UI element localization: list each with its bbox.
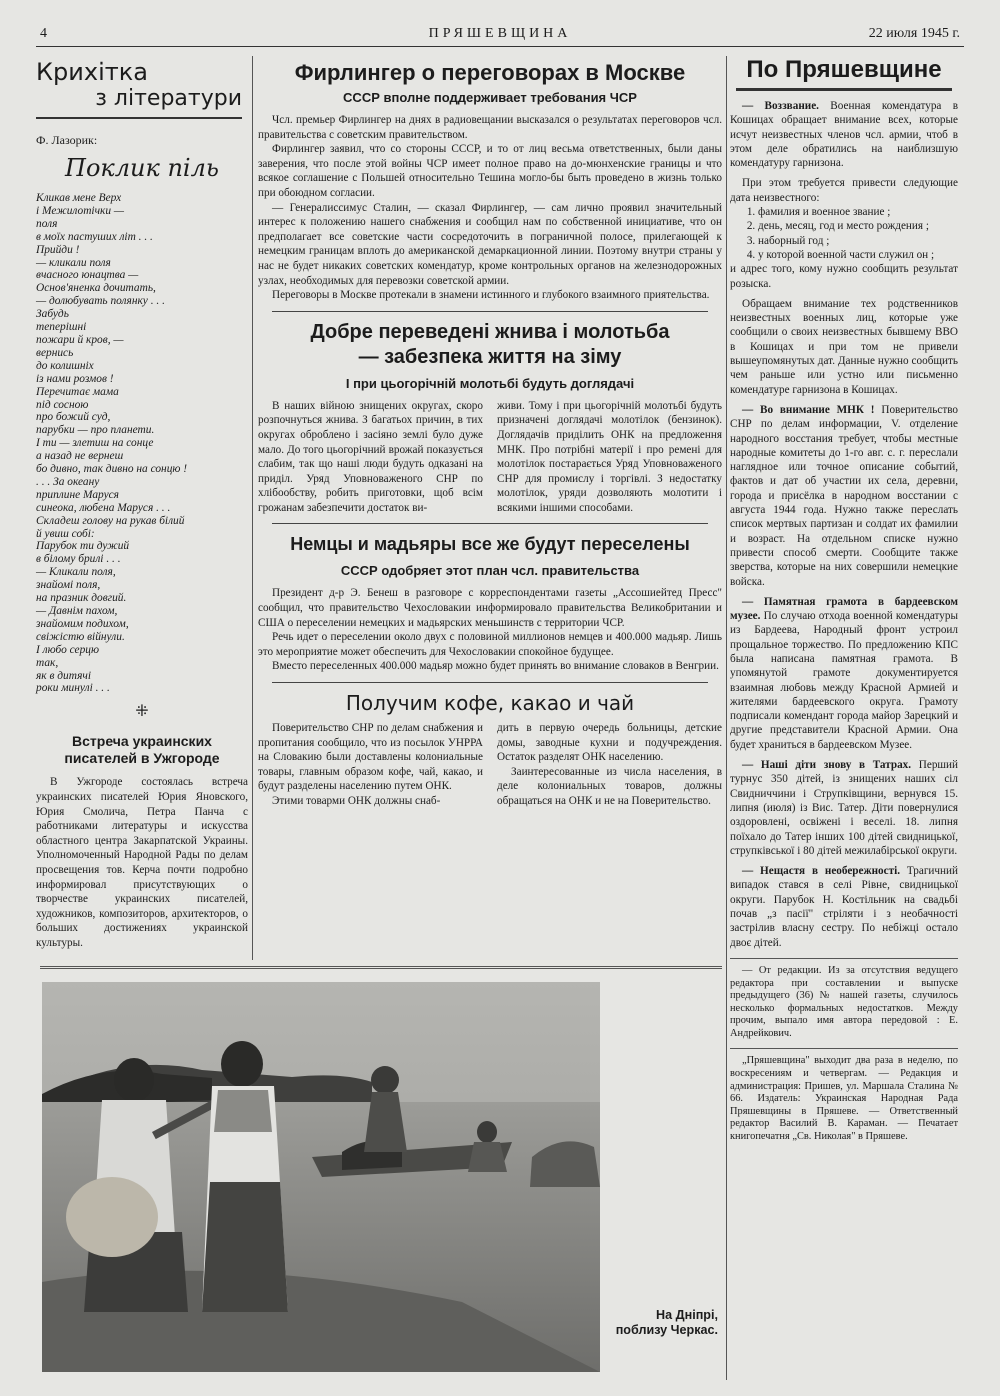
poem-line: вернись xyxy=(36,346,74,359)
poem-line: парубки — про планети. xyxy=(36,424,155,437)
editorial-note xyxy=(730,958,958,1041)
left-column xyxy=(36,54,248,950)
poem-line: про божий суд, xyxy=(36,411,111,424)
poem-line: теперішні xyxy=(36,321,87,334)
photo-caption xyxy=(606,1308,718,1338)
poem-line: — Кликали поля, xyxy=(36,566,116,579)
required-data-list xyxy=(730,205,958,262)
harvest-col-1: В наших війною знищених округах, скоро розпочнуться жнива. З багатьох причин, в тих округах оброблено і засіяно землі було дуже мало. До того цьогорічний врожай показується слабим, так що наші люди будуть одказані на приділ. Уряд Уповноваженого СНР по хлібообству, робить приготовки, щоб всім грожанам забезпечити достаток ви- xyxy=(258,399,483,514)
poem-line: пожари й кров, — xyxy=(36,333,124,346)
item-text: Трагичний випадок стався в селі Рівне, свидницької округи. Парубок Н. Костільник на свадьбі почав „з пасії" стріляти і з необачності застрілив власну сестру. По небіжці остало двоє дітей. xyxy=(730,865,958,949)
resettlement-subheadline: СССР одобряет этот план чсл. правительства xyxy=(340,563,640,579)
middle-column xyxy=(258,54,722,809)
poem-line: вчасного юнацтва — xyxy=(36,269,139,282)
list-item: 4. у которой военной части служил он ; xyxy=(758,248,958,262)
item-text: Обращаем внимание тех родственников неизвестных военных лиц, которые уже сообщили о своих неизвестных бывшему ВВО в Кошицах и при том не привели вышеупомянутых дат. Данные нужно сообщить чем раньше или устно или письменно комендатуре гарнизона в Кошицах. xyxy=(730,297,958,396)
harvest-headline-line-1: Добре переведені жнива і молотьба xyxy=(310,320,670,343)
poem-line: на празник довгий. xyxy=(36,592,127,605)
photo-caption-line-1: На Дніпрі, xyxy=(656,1308,718,1322)
right-column xyxy=(730,54,958,1144)
meeting-headline: Встреча украинских писателей в Ужгороде xyxy=(64,733,220,767)
harvest-col-2: живи. Тому і при цьогорічній молотьбі будуть призначені доглядачі молотілок (бензинок). Доглядачів приділить ОНК на предложення МНК. Про потрібні матерії і про ремені для молотілок постарається Уряд Уповноваженого СНР для промислу і торгівлі. З недостатку молотілок, уряди дозволяють молотити і всякими іншими способами. xyxy=(497,399,722,514)
poem-line: а назад не вернеш xyxy=(36,450,124,463)
harvest-headline-line-2: — забезпека життя на зіму xyxy=(358,345,622,368)
poem-body xyxy=(36,192,248,695)
poem-line: Складеш голову на рукав білий xyxy=(36,514,185,527)
poem-line: із нами розмов ! xyxy=(36,372,114,385)
article-divider xyxy=(272,311,708,312)
poem-line: і Межилотічки — xyxy=(36,204,125,217)
ornament-icon: ⁜ xyxy=(135,703,149,721)
news-item-bardejov xyxy=(730,595,958,752)
harvest-subheadline: І при цьогорічній молотьбі будуть доглядачі xyxy=(345,375,635,391)
imprint-note xyxy=(730,1048,958,1143)
meeting-paragraph: В Ужгороде состоялась встреча украинских писателей Юрия Яновского, Юрия Смолича, Петра Панча с работниками литературы и искусства областного центра Закарпатской Украины. Уполномоченный Народной Рады по делам просвещения тов. Керча почти подробно информировал присутствующих о творчестве украинских писателей, художников, композиторов, архитекторов, о больших достижениях украинской культуры. xyxy=(36,776,248,949)
poem-line: . . . За океану xyxy=(36,475,100,488)
poem-line: як в дитячі xyxy=(36,669,91,682)
coffee-col-2-p2: Заинтересованные из числа населения, в деле колониальных товаров, должны обращаться на ОНК и не на Поверительство. xyxy=(497,765,722,807)
poem-line: Забудь xyxy=(36,308,69,321)
article-paragraph: Переговоры в Москве протекали в знамени истинного и глубокого взаимного приятельства. xyxy=(272,289,710,302)
item-lead: — Наші діти знову в Татрах. xyxy=(742,759,912,772)
article-paragraph: — Генералиссимус Сталин, — сказал Фирлингер, — сам лично проявил значительный интерес к положению нашего снабжения и сообщил нам по собственной инициативе, что он предполагает все советские части сосредоточить в пограничной полосе, прилегающей к немецким границам вплоть до американской демаркационной линии. Поэтому внутри страны у нас не будет никаких советских комендатур, кроме контрольных органов на железнодорожных узлах, необходимых для перевозки советской армии. xyxy=(258,201,722,287)
item-text: По случаю отхода военной комендатуры из Бардеева, Народный фронт устроил прощальное торжество. По предложению КПС была написана памятная грамота. В упомянутой грамоте документируется взаимная любовь между Красной Армией и жителями бардеевского округа. Грамоту подписали комендант города майор Зарецкий и другие представители Красной Армии. Она будет храниться в бардеевском Музее. xyxy=(730,610,959,751)
article-paragraph: Вместо переселенных 400.000 мадьяр можно будет принять во внимание словаков в Венгрии. xyxy=(272,660,719,673)
region-news-headline: По Пряшевщине xyxy=(746,56,942,83)
news-item-appeal xyxy=(730,99,958,397)
coffee-article xyxy=(258,721,722,809)
masthead xyxy=(36,24,964,47)
issue-date: 22 июля 1945 г. xyxy=(868,26,960,41)
note-text: — От редакции. Из за отсутствия ведущего редактора при составлении и выпуске предыдущего (36) № нашей газеты, случилось несколько формальных недостатков. Между прочим, выпало имя автора передовой : Е. Андрейкович. xyxy=(730,964,958,1039)
coffee-col-1-p2: Этими товарми ОНК должны снаб- xyxy=(272,795,441,807)
article-divider xyxy=(272,682,708,683)
poem-line: під сосною xyxy=(36,398,89,411)
poem-line: знайомим подихом, xyxy=(36,617,129,630)
poem-line: роки минулі . . . xyxy=(36,682,110,695)
item-text: При этом требуется привести следующие дата неизвестного: xyxy=(730,177,958,204)
poem-line: — кликали поля xyxy=(36,256,111,269)
poem-line: Парубок ти дужий xyxy=(36,540,130,553)
poem-line: синеока, любена Маруся . . . xyxy=(36,501,171,514)
poem-line: — долюбувать полянку . . . xyxy=(36,295,165,308)
column-divider-right xyxy=(726,56,727,1380)
article-paragraph: Речь идет о переселении около двух с половиной миллионов немцев и 400.000 мадьяр. Лишь это мероприятие может обеспечить для Чехословакии спокойное будущее. xyxy=(258,631,722,658)
column-divider-left xyxy=(252,56,253,960)
list-item: 3. наборный год ; xyxy=(758,234,958,248)
poem-line: в моїх пастуших літ . . . xyxy=(36,230,153,243)
news-item-accident xyxy=(730,864,958,950)
photo-caption-line-2: поблизу Черкас. xyxy=(615,1323,718,1337)
rubric-title: Крихітка xyxy=(36,58,148,86)
poem-line: Прийди ! xyxy=(36,243,80,256)
list-item: 2. день, месяц, год и место рождения ; xyxy=(758,219,958,233)
poem-line: приплине Маруся xyxy=(36,488,119,501)
poem-line: бо дивно, так дивно на сонцю ! xyxy=(36,463,188,476)
news-item-mnk xyxy=(730,403,958,589)
article-paragraph: Фирлингер заявил, что со стороны СССР, и то от лиц весьма ответственных, были даны заверения, что после этой войны ЧСР имеет полное право на до-мюнхенские границы и что всякое соглашение с Польшей относительно Тешина могло-бы быть проведено в жизнь только при обоюдном согласии. xyxy=(258,143,722,199)
photo-dnieper xyxy=(42,982,600,1372)
poem-line: до колишніх xyxy=(36,359,94,372)
headline-bar xyxy=(736,88,952,91)
poem-author: Ф. Лазорик: xyxy=(36,133,98,147)
poem-line: свіжістю війнули. xyxy=(36,630,125,643)
poem-line: в білому брилі . . . xyxy=(36,553,121,566)
poem-line: Основ'яненка дочитать, xyxy=(36,282,156,295)
newspaper-title: ПРЯШЕВЩИНА xyxy=(428,26,572,41)
poem-line: знайомі поля, xyxy=(36,579,101,592)
firlinger-headline: Фирлингер о переговорах в Москве xyxy=(294,60,686,85)
resettlement-headline: Немцы и мадьяры все же будут переселены xyxy=(290,534,690,555)
picture-separator xyxy=(40,966,722,969)
coffee-col-1-p1: Поверительство СНР по делам снабжения и пропитания сообщило, что из посылок УНРРА на Словакию были доставлены колониальные товары, главным образом кофе, чай, какао, и будут разделены населению путем ОНК. xyxy=(258,722,483,793)
poem-line: — Давнім пахом, xyxy=(36,605,118,617)
rubric-subtitle: з літератури xyxy=(36,86,242,119)
item-lead: — Во внимание МНК ! xyxy=(742,403,875,416)
article-paragraph: Чсл. премьер Фирлингер на днях в радиовещании высказался о результатах переговоров чсл. правительства с советским правительством. xyxy=(258,114,722,141)
poem-line: й увиш собі: xyxy=(36,527,95,540)
firlinger-subheadline: СССР вполне поддерживает требования ЧСР xyxy=(343,90,637,105)
list-item: 1. фамилия и военное звание ; xyxy=(758,205,958,219)
poem-line: І любо серцю xyxy=(36,643,99,656)
poem-line: І ти — злетиш на сонце xyxy=(36,437,154,450)
harvest-article xyxy=(258,399,722,516)
page-number: 4 xyxy=(40,26,47,41)
news-item-tatras xyxy=(730,758,958,858)
item-text: Военная комендатура в Кошицах обращает внимание всех, которые исчут неизвестных членов чсл. армии, чтоб в этом деле обратились на наиблизшую комендатуру гарнизона. xyxy=(730,100,958,170)
poem-line: поля xyxy=(36,217,58,230)
meeting-article xyxy=(36,775,248,950)
coffee-col-2-p1: дить в первую очередь больницы, детские домы, заводные кухни и подучреждения. Остаток разделят ОНК населению. xyxy=(497,722,722,764)
item-lead: — Памятная грамота в бардеевском музее. xyxy=(730,595,958,623)
imprint-text: „Пряшевщина" выходит два раза в неделю, по воскресениям и четвергам. — Редакция и администрация: Пришев, ул. Маршала Сталина № 66. Издатель: Украинская Народная Рада Пряшевщины в Пряшеве. — Ответственный редактор Василий В. Караман. — Печатает книгопечатня „Св. Николая" в Пряшеве. xyxy=(730,1055,958,1143)
poem-title: Поклик піль xyxy=(65,154,219,182)
item-text: Поверительство СНР по делам информации, V. отделение народного восстания требует, чтобы местные народные комитеты до 1-го авг. с. г. переслали наглядное или точное описание событий, фактов и дат об участии их села, деревни, города и присёлка в народном восстании с августа 1944 года. Нужно также переслать список мертвых партизан и солдат их фамилии и возраст. На отдельном списке нужно привести способ смерти. Сообщите также зверства, которые на них совершили немецкие войска. xyxy=(730,403,959,588)
photo-illustration xyxy=(42,982,600,1372)
harvest-headline xyxy=(258,320,722,370)
firlinger-article xyxy=(258,113,722,303)
coffee-headline: Получим кофе, какао и чай xyxy=(345,691,635,716)
item-lead: — Нещастя в необережності. xyxy=(742,865,900,878)
article-divider xyxy=(272,523,708,524)
item-text: и адрес того, кому нужно сообщить результат розыска. xyxy=(730,263,958,290)
poem-line: так, xyxy=(36,656,59,669)
article-paragraph: Президент д-р Э. Бенеш в разговоре с корреспондентами газеты „Ассошиейтед Пресс" сообщил, что правительство Чехословакии информировало правительства Великобритании и США о переселении немецких и мадьярских меньшинств с территории ЧСР. xyxy=(258,587,722,629)
item-text: Перший турнус 350 дітей, із знищених наших сіл Свидниччини і Струпківщини, вернувся 15. липня (июля) із Вис. Татер. Діти повернулися оздоровлені, освіжені і веселі. 18. липня поїхало до Татер інших 100 дітей свидницької, струпківської і 80 дітей межилабірської округи. xyxy=(730,759,959,857)
resettlement-article xyxy=(258,586,722,674)
item-lead: — Воззвание. xyxy=(742,100,819,112)
poem-line: Кликав мене Верх xyxy=(36,192,122,204)
poem-line: Перечитає мама xyxy=(36,385,119,398)
